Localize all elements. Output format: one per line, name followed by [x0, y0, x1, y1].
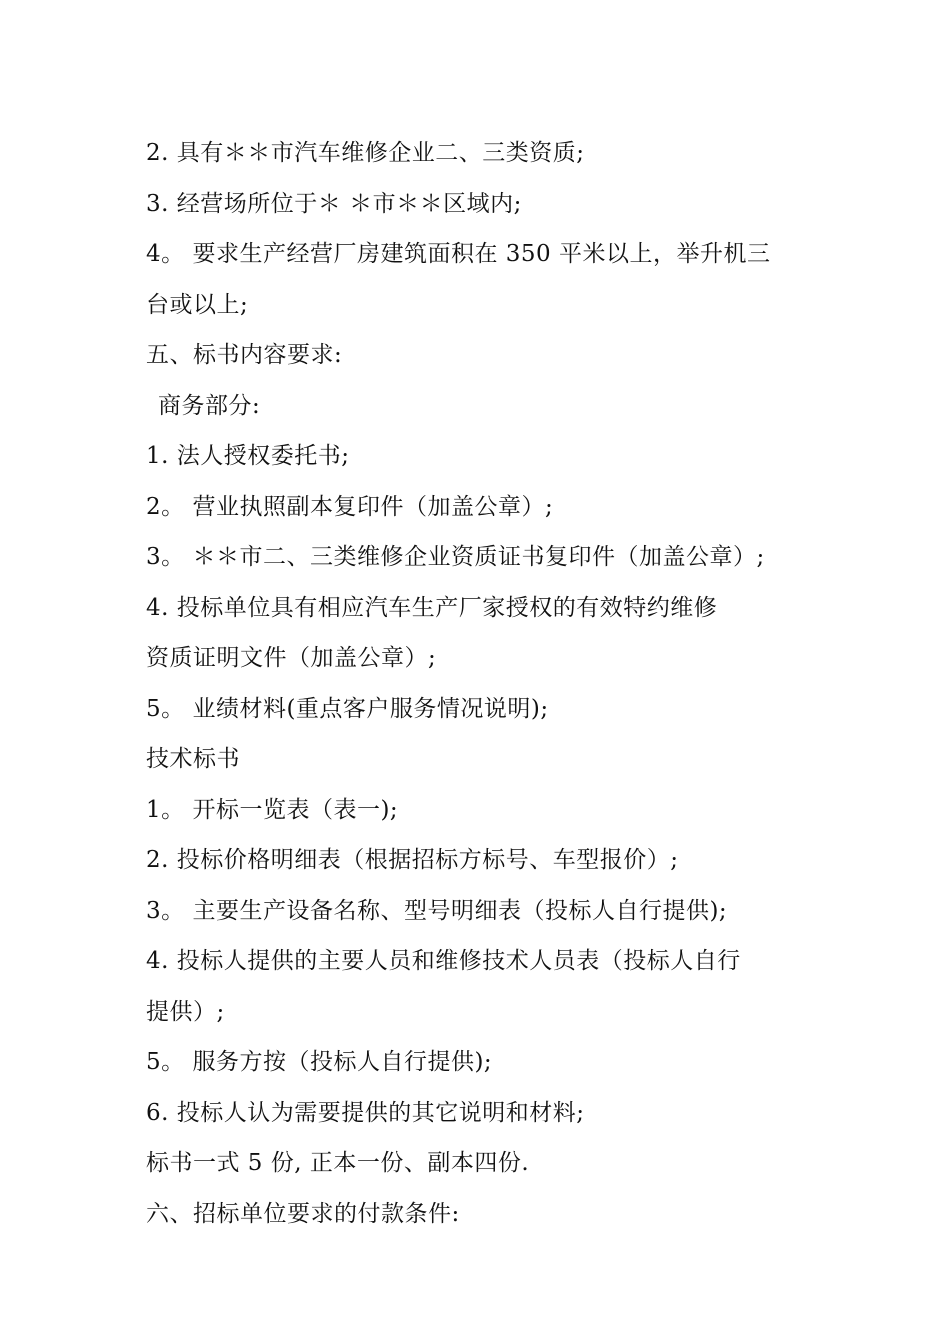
- line-business-4: 4. 投标单位具有相应汽车生产厂家授权的有效特约维修: [146, 594, 718, 621]
- line-technical-3: 3。 主要生产设备名称、型号明细表（投标人自行提供);: [146, 897, 728, 924]
- subheading-business: 商务部分:: [158, 392, 261, 419]
- line-copies: 标书一式 5 份, 正本一份、副本四份.: [146, 1150, 530, 1176]
- line-technical-5: 5。 服务方按（投标人自行提供);: [146, 1049, 493, 1075]
- section-heading-5: 五、标书内容要求:: [146, 342, 343, 368]
- line-qualification-2: 2. 具有＊＊市汽车维修企业二、三类资质;: [146, 140, 585, 166]
- line-qualification-4-cont: 台或以上;: [146, 291, 249, 318]
- line-technical-1: 1。 开标一览表（表一);: [146, 796, 399, 823]
- line-technical-4: 4. 投标人提供的主要人员和维修技术人员表（投标人自行: [146, 948, 741, 974]
- line-business-4-cont: 资质证明文件（加盖公章）;: [146, 645, 437, 671]
- line-technical-4-cont: 提供）;: [146, 998, 225, 1025]
- line-technical-2: 2. 投标价格明细表（根据招标方标号、车型报价）;: [146, 847, 679, 873]
- section-heading-6: 六、招标单位要求的付款条件:: [146, 1200, 460, 1227]
- line-qualification-4: 4。 要求生产经营厂房建筑面积在 350 平米以上，举升机三: [146, 241, 771, 267]
- line-business-2: 2。 营业执照副本复印件（加盖公章）;: [146, 493, 554, 520]
- line-business-5: 5。 业绩材料(重点客户服务情况说明);: [146, 695, 549, 722]
- line-technical-6: 6. 投标人认为需要提供的其它说明和材料;: [146, 1099, 585, 1126]
- subheading-technical: 技术标书: [146, 746, 240, 772]
- line-business-1: 1. 法人授权委托书;: [146, 443, 350, 469]
- line-business-3: 3。 ＊＊市二、三类维修企业资质证书复印件（加盖公章）;: [146, 544, 765, 570]
- line-qualification-3: 3. 经营场所位于＊ ＊市＊＊区域内;: [146, 190, 522, 217]
- document-body: [146, 128, 816, 1239]
